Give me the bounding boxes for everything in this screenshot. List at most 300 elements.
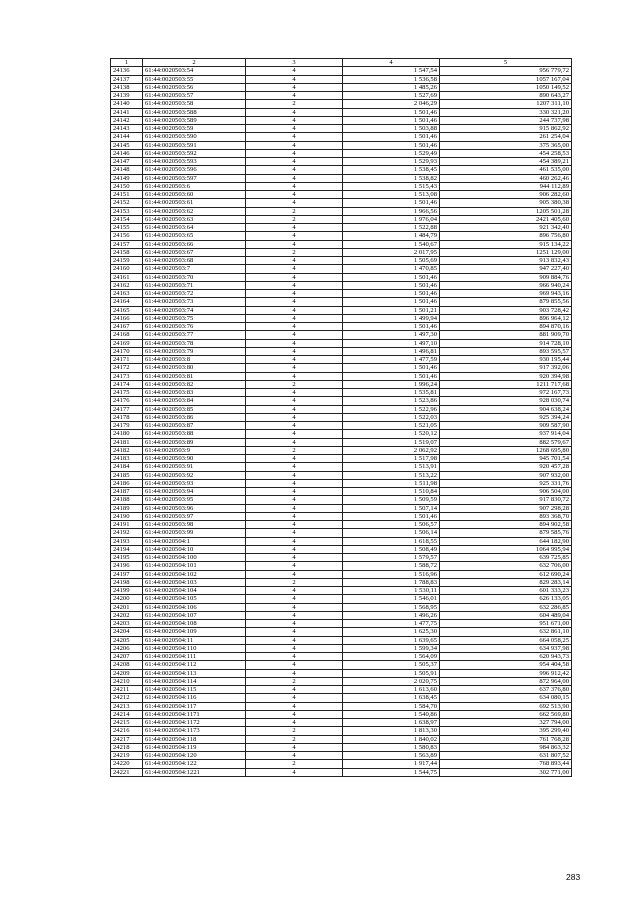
- cadastral-number-cell: 61:44:0020504:107: [143, 611, 246, 619]
- row-number-cell: 24158: [111, 248, 143, 256]
- area-cell: 1 579,57: [343, 554, 440, 562]
- category-cell: 2: [246, 760, 343, 768]
- area-cell: 1 506,14: [343, 529, 440, 537]
- category-cell: 4: [246, 653, 343, 661]
- value-cell: 966 940,24: [440, 281, 572, 289]
- area-cell: 1 522,96: [343, 405, 440, 413]
- table-row: [111, 521, 572, 529]
- area-cell: 1 580,83: [343, 743, 440, 751]
- category-cell: 2: [246, 380, 343, 388]
- row-number-cell: 24220: [111, 760, 143, 768]
- category-cell: 4: [246, 257, 343, 265]
- table-row: [111, 719, 572, 727]
- row-number-cell: 24214: [111, 710, 143, 718]
- table-row: [111, 686, 572, 694]
- value-cell: 454 258,53: [440, 149, 572, 157]
- area-cell: 1 540,67: [343, 240, 440, 248]
- value-cell: 894 902,58: [440, 521, 572, 529]
- table-row: [111, 562, 572, 570]
- value-cell: 2421 405,60: [440, 215, 572, 223]
- category-cell: 2: [246, 446, 343, 454]
- row-number-cell: 24178: [111, 413, 143, 421]
- table-row: [111, 372, 572, 380]
- cadastral-number-cell: 61:44:0020503:94: [143, 488, 246, 496]
- table-row: [111, 364, 572, 372]
- area-cell: 1 484,79: [343, 232, 440, 240]
- category-cell: 4: [246, 356, 343, 364]
- value-cell: 882 579,67: [440, 438, 572, 446]
- value-cell: 944 112,89: [440, 182, 572, 190]
- cadastral-number-cell: 61:44:0020503:83: [143, 389, 246, 397]
- cadastral-number-cell: 61:44:0020503:71: [143, 281, 246, 289]
- row-number-cell: 24145: [111, 141, 143, 149]
- category-cell: 4: [246, 182, 343, 190]
- value-cell: 1057 167,04: [440, 75, 572, 83]
- row-number-cell: 24213: [111, 702, 143, 710]
- cadastral-number-cell: 61:44:0020504:11: [143, 636, 246, 644]
- area-cell: 1 505,37: [343, 661, 440, 669]
- cadastral-number-cell: 61:44:0020504:1221: [143, 768, 246, 776]
- category-cell: 2: [246, 727, 343, 735]
- row-number-cell: 24208: [111, 661, 143, 669]
- value-cell: 261 254,04: [440, 133, 572, 141]
- category-cell: 4: [246, 455, 343, 463]
- value-cell: 909 884,76: [440, 273, 572, 281]
- row-number-cell: 24157: [111, 240, 143, 248]
- table-row: [111, 248, 572, 256]
- value-cell: 644 182,90: [440, 537, 572, 545]
- cadastral-number-cell: 61:44:0020504:111: [143, 653, 246, 661]
- area-cell: 2 062,92: [343, 446, 440, 454]
- category-cell: 4: [246, 306, 343, 314]
- area-cell: 1 638,97: [343, 719, 440, 727]
- area-cell: 1 501,46: [343, 133, 440, 141]
- area-cell: 1 501,46: [343, 298, 440, 306]
- row-number-cell: 24192: [111, 529, 143, 537]
- table-row: [111, 438, 572, 446]
- cadastral-number-cell: 61:44:0020504:1173: [143, 727, 246, 735]
- value-cell: 893 595,57: [440, 347, 572, 355]
- cadastral-number-cell: 61:44:0020504:1: [143, 537, 246, 545]
- row-number-cell: 24173: [111, 372, 143, 380]
- cadastral-number-cell: 61:44:0020503:70: [143, 273, 246, 281]
- area-cell: 1 501,46: [343, 273, 440, 281]
- table-row: [111, 100, 572, 108]
- row-number-cell: 24197: [111, 570, 143, 578]
- row-number-cell: 24216: [111, 727, 143, 735]
- value-cell: 909 587,90: [440, 422, 572, 430]
- area-cell: 1 917,44: [343, 760, 440, 768]
- area-cell: 1 501,46: [343, 364, 440, 372]
- value-cell: 879 585,76: [440, 529, 572, 537]
- value-cell: 662 569,80: [440, 710, 572, 718]
- row-number-cell: 24196: [111, 562, 143, 570]
- area-cell: 1 638,45: [343, 694, 440, 702]
- category-cell: 4: [246, 669, 343, 677]
- row-number-cell: 24176: [111, 397, 143, 405]
- category-cell: 4: [246, 587, 343, 595]
- value-cell: 906 282,60: [440, 191, 572, 199]
- table-row: [111, 323, 572, 331]
- table-row: [111, 504, 572, 512]
- category-cell: 2: [246, 207, 343, 215]
- area-cell: 1 568,95: [343, 603, 440, 611]
- cadastral-number-cell: 61:44:0020503:58: [143, 100, 246, 108]
- value-cell: 626 133,05: [440, 595, 572, 603]
- cadastral-number-cell: 61:44:0020503:91: [143, 463, 246, 471]
- table-row: [111, 702, 572, 710]
- cadastral-number-cell: 61:44:0020503:589: [143, 116, 246, 124]
- cadastral-number-cell: 61:44:0020504:119: [143, 743, 246, 751]
- table-row: [111, 397, 572, 405]
- row-number-cell: 24195: [111, 554, 143, 562]
- area-cell: 1 536,58: [343, 75, 440, 83]
- area-cell: 1 996,24: [343, 380, 440, 388]
- cadastral-number-cell: 61:44:0020504:122: [143, 760, 246, 768]
- table-row: [111, 298, 572, 306]
- value-cell: 913 832,43: [440, 257, 572, 265]
- cadastral-number-cell: 61:44:0020503:77: [143, 331, 246, 339]
- area-cell: 1 516,96: [343, 570, 440, 578]
- row-number-cell: 24182: [111, 446, 143, 454]
- value-cell: 632 706,00: [440, 562, 572, 570]
- row-number-cell: 24149: [111, 174, 143, 182]
- value-cell: 664 058,25: [440, 636, 572, 644]
- row-number-cell: 24188: [111, 496, 143, 504]
- table-row: [111, 331, 572, 339]
- table-row: [111, 240, 572, 248]
- cadastral-number-cell: 61:44:0020504:102: [143, 570, 246, 578]
- value-cell: 244 737,98: [440, 116, 572, 124]
- area-cell: 1 788,83: [343, 578, 440, 586]
- area-cell: 1 513,08: [343, 191, 440, 199]
- row-number-cell: 24200: [111, 595, 143, 603]
- cadastral-number-cell: 61:44:0020503:8: [143, 356, 246, 364]
- cadastral-number-cell: 61:44:0020504:114: [143, 677, 246, 685]
- row-number-cell: 24209: [111, 669, 143, 677]
- cadastral-number-cell: 61:44:0020503:92: [143, 471, 246, 479]
- cadastral-number-cell: 61:44:0020504:103: [143, 578, 246, 586]
- value-cell: 917 830,72: [440, 496, 572, 504]
- table-row: [111, 405, 572, 413]
- area-cell: 1 599,34: [343, 644, 440, 652]
- category-cell: 4: [246, 166, 343, 174]
- table-row: [111, 628, 572, 636]
- area-cell: 2 017,95: [343, 248, 440, 256]
- value-cell: 920 394,98: [440, 372, 572, 380]
- row-number-cell: 24215: [111, 719, 143, 727]
- value-cell: 969 943,16: [440, 290, 572, 298]
- value-cell: 925 394,24: [440, 413, 572, 421]
- area-cell: 1 625,30: [343, 628, 440, 636]
- category-cell: 4: [246, 149, 343, 157]
- area-cell: 1 501,46: [343, 116, 440, 124]
- category-cell: 4: [246, 389, 343, 397]
- row-number-cell: 24211: [111, 686, 143, 694]
- category-cell: 4: [246, 116, 343, 124]
- area-cell: 1 639,65: [343, 636, 440, 644]
- cadastral-number-cell: 61:44:0020504:101: [143, 562, 246, 570]
- cadastral-number-cell: 61:44:0020503:55: [143, 75, 246, 83]
- area-cell: 1 966,56: [343, 207, 440, 215]
- row-number-cell: 24187: [111, 488, 143, 496]
- value-cell: 601 333,23: [440, 587, 572, 595]
- cadastral-number-cell: 61:44:0020503:74: [143, 306, 246, 314]
- cadastral-number-cell: 61:44:0020503:588: [143, 108, 246, 116]
- cadastral-number-cell: 61:44:0020503:84: [143, 397, 246, 405]
- category-cell: 4: [246, 224, 343, 232]
- area-cell: 1 507,14: [343, 504, 440, 512]
- value-cell: 761 768,28: [440, 735, 572, 743]
- table-row: [111, 207, 572, 215]
- row-number-cell: 24207: [111, 653, 143, 661]
- row-number-cell: 24175: [111, 389, 143, 397]
- table-row: [111, 611, 572, 619]
- area-cell: 1 517,98: [343, 455, 440, 463]
- category-cell: 4: [246, 331, 343, 339]
- value-cell: 956 779,72: [440, 67, 572, 75]
- row-number-cell: 24186: [111, 479, 143, 487]
- area-cell: 1 521,05: [343, 422, 440, 430]
- area-cell: 1 510,84: [343, 488, 440, 496]
- column-header-1: 1: [111, 59, 143, 67]
- value-cell: 631 807,52: [440, 752, 572, 760]
- cadastral-number-cell: 61:44:0020503:80: [143, 364, 246, 372]
- category-cell: 4: [246, 83, 343, 91]
- area-cell: 1 538,45: [343, 166, 440, 174]
- category-cell: 4: [246, 240, 343, 248]
- value-cell: 604 489,04: [440, 611, 572, 619]
- cadastral-number-cell: 61:44:0020503:54: [143, 67, 246, 75]
- cadastral-number-cell: 61:44:0020503:89: [143, 438, 246, 446]
- value-cell: 921 342,40: [440, 224, 572, 232]
- area-cell: 1 515,43: [343, 182, 440, 190]
- category-cell: 2: [246, 215, 343, 223]
- value-cell: 460 262,46: [440, 174, 572, 182]
- cadastral-number-cell: 61:44:0020503:62: [143, 207, 246, 215]
- cadastral-number-cell: 61:44:0020504:100: [143, 554, 246, 562]
- cadastral-number-cell: 61:44:0020504:105: [143, 595, 246, 603]
- category-cell: 4: [246, 92, 343, 100]
- table-row: [111, 265, 572, 273]
- area-cell: 1 540,86: [343, 710, 440, 718]
- category-cell: 4: [246, 570, 343, 578]
- row-number-cell: 24147: [111, 158, 143, 166]
- row-number-cell: 24177: [111, 405, 143, 413]
- table-row: [111, 603, 572, 611]
- table-row: [111, 413, 572, 421]
- category-cell: 4: [246, 372, 343, 380]
- value-cell: 947 227,40: [440, 265, 572, 273]
- row-number-cell: 24162: [111, 281, 143, 289]
- category-cell: 4: [246, 529, 343, 537]
- category-cell: 4: [246, 504, 343, 512]
- area-cell: 1 547,54: [343, 67, 440, 75]
- table-row: [111, 653, 572, 661]
- row-number-cell: 24218: [111, 743, 143, 751]
- column-header-3: 3: [246, 59, 343, 67]
- row-number-cell: 24206: [111, 644, 143, 652]
- table-row: [111, 430, 572, 438]
- row-number-cell: 24198: [111, 578, 143, 586]
- table-row: [111, 595, 572, 603]
- category-cell: 4: [246, 339, 343, 347]
- row-number-cell: 24221: [111, 768, 143, 776]
- cadastral-number-cell: 61:44:0020504:109: [143, 628, 246, 636]
- area-cell: 2 020,75: [343, 677, 440, 685]
- category-cell: 4: [246, 595, 343, 603]
- area-cell: 1 497,10: [343, 339, 440, 347]
- area-cell: 1 496,26: [343, 611, 440, 619]
- row-number-cell: 24167: [111, 323, 143, 331]
- category-cell: 2: [246, 100, 343, 108]
- table-row: [111, 149, 572, 157]
- table-row: [111, 694, 572, 702]
- area-cell: 1 529,49: [343, 149, 440, 157]
- cadastral-number-cell: 61:44:0020503:593: [143, 158, 246, 166]
- category-cell: 4: [246, 768, 343, 776]
- value-cell: 461 535,00: [440, 166, 572, 174]
- cadastral-number-cell: 61:44:0020503:88: [143, 430, 246, 438]
- area-cell: 1 505,91: [343, 669, 440, 677]
- value-cell: 915 862,92: [440, 125, 572, 133]
- category-cell: 4: [246, 199, 343, 207]
- category-cell: 4: [246, 174, 343, 182]
- category-cell: 4: [246, 397, 343, 405]
- category-cell: 2: [246, 578, 343, 586]
- cadastral-number-cell: 61:44:0020503:68: [143, 257, 246, 265]
- area-cell: 1 470,85: [343, 265, 440, 273]
- table-row: [111, 578, 572, 586]
- table-row: [111, 125, 572, 133]
- cadastral-number-cell: 61:44:0020504:120: [143, 752, 246, 760]
- category-cell: 4: [246, 545, 343, 553]
- value-cell: 984 863,32: [440, 743, 572, 751]
- row-number-cell: 24191: [111, 521, 143, 529]
- area-cell: 1 501,46: [343, 199, 440, 207]
- value-cell: 890 643,27: [440, 92, 572, 100]
- category-cell: 4: [246, 191, 343, 199]
- area-cell: 1 527,69: [343, 92, 440, 100]
- table-row: [111, 257, 572, 265]
- cadastral-number-cell: 61:44:0020503:93: [143, 479, 246, 487]
- row-number-cell: 24141: [111, 108, 143, 116]
- area-cell: 1 508,49: [343, 545, 440, 553]
- table-header-row: [111, 59, 572, 67]
- category-cell: 4: [246, 67, 343, 75]
- value-cell: 896 964,12: [440, 314, 572, 322]
- table-row: [111, 133, 572, 141]
- cadastral-number-cell: 61:44:0020504:104: [143, 587, 246, 595]
- cadastral-number-cell: 61:44:0020503:85: [143, 405, 246, 413]
- category-cell: 4: [246, 314, 343, 322]
- value-cell: 903 728,42: [440, 306, 572, 314]
- area-cell: 1 522,88: [343, 224, 440, 232]
- row-number-cell: 24179: [111, 422, 143, 430]
- cadastral-number-cell: 61:44:0020504:10: [143, 545, 246, 553]
- area-cell: 1 506,57: [343, 521, 440, 529]
- table-row: [111, 389, 572, 397]
- cadastral-number-cell: 61:44:0020503:67: [143, 248, 246, 256]
- row-number-cell: 24163: [111, 290, 143, 298]
- category-cell: 4: [246, 438, 343, 446]
- cadastral-number-cell: 61:44:0020503:9: [143, 446, 246, 454]
- value-cell: 954 404,58: [440, 661, 572, 669]
- table-row: [111, 356, 572, 364]
- row-number-cell: 24152: [111, 199, 143, 207]
- cadastral-number-cell: 61:44:0020503:97: [143, 512, 246, 520]
- category-cell: 4: [246, 413, 343, 421]
- area-cell: 1 501,46: [343, 108, 440, 116]
- category-cell: 4: [246, 611, 343, 619]
- area-cell: 1 976,04: [343, 215, 440, 223]
- row-number-cell: 24143: [111, 125, 143, 133]
- cadastral-number-cell: 61:44:0020504:106: [143, 603, 246, 611]
- area-cell: 1 501,46: [343, 290, 440, 298]
- row-number-cell: 24165: [111, 306, 143, 314]
- table-row: [111, 512, 572, 520]
- value-cell: 996 912,42: [440, 669, 572, 677]
- table-row: [111, 182, 572, 190]
- table-row: [111, 281, 572, 289]
- row-number-cell: 24194: [111, 545, 143, 553]
- table-row: [111, 537, 572, 545]
- row-number-cell: 24155: [111, 224, 143, 232]
- table-row: [111, 141, 572, 149]
- value-cell: 620 943,73: [440, 653, 572, 661]
- cadastral-number-cell: 61:44:0020503:64: [143, 224, 246, 232]
- row-number-cell: 24170: [111, 347, 143, 355]
- category-cell: 4: [246, 347, 343, 355]
- area-cell: 1 477,75: [343, 620, 440, 628]
- area-cell: 1 513,91: [343, 463, 440, 471]
- area-cell: 1 618,55: [343, 537, 440, 545]
- area-cell: 1 501,46: [343, 281, 440, 289]
- row-number-cell: 24164: [111, 298, 143, 306]
- category-cell: 4: [246, 496, 343, 504]
- table-row: [111, 174, 572, 182]
- table-row: [111, 347, 572, 355]
- value-cell: 639 725,85: [440, 554, 572, 562]
- table-row: [111, 743, 572, 751]
- category-cell: 4: [246, 232, 343, 240]
- table-row: [111, 677, 572, 685]
- row-number-cell: 24171: [111, 356, 143, 364]
- area-cell: 1 530,11: [343, 587, 440, 595]
- value-cell: 632 861,10: [440, 628, 572, 636]
- cadastral-number-cell: 61:44:0020504:1171: [143, 710, 246, 718]
- value-cell: 915 134,22: [440, 240, 572, 248]
- value-cell: 879 855,56: [440, 298, 572, 306]
- row-number-cell: 24140: [111, 100, 143, 108]
- area-cell: 1 840,02: [343, 735, 440, 743]
- row-number-cell: 24189: [111, 504, 143, 512]
- table-row: [111, 554, 572, 562]
- cadastral-number-cell: 61:44:0020504:108: [143, 620, 246, 628]
- category-cell: 4: [246, 273, 343, 281]
- category-cell: 4: [246, 694, 343, 702]
- row-number-cell: 24146: [111, 149, 143, 157]
- area-cell: 1 522,03: [343, 413, 440, 421]
- row-number-cell: 24144: [111, 133, 143, 141]
- row-number-cell: 24204: [111, 628, 143, 636]
- value-cell: 937 914,04: [440, 430, 572, 438]
- area-cell: 1 505,69: [343, 257, 440, 265]
- table-row: [111, 191, 572, 199]
- table-row: [111, 116, 572, 124]
- value-cell: 925 331,76: [440, 479, 572, 487]
- cadastral-number-cell: 61:44:0020503:86: [143, 413, 246, 421]
